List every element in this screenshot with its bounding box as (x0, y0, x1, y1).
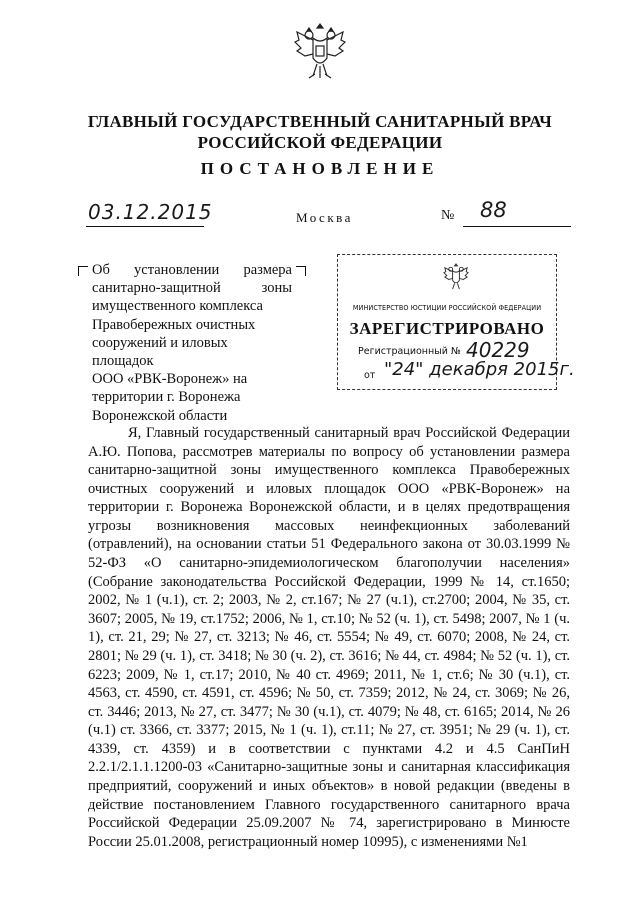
stamp-coat-of-arms-icon (441, 261, 471, 293)
subject-line: санитарно-защитной зоны (92, 280, 292, 297)
date-underline (86, 226, 204, 227)
body-paragraph: Я, Главный государственный санитарный врач Российской Федерации А.Ю. Попова, рассмотрев материалы по вопросу об установлении размера санитарно-защитной зоны имущественного комплекса Правобережных очистных сооружений и иловых площадок ООО «РВК-Воронеж» на территории г. Воронежа Воронежской области, и в целях предотвращения угрозы возникновения массовых неинфекционных заболеваний (отравлений), на основании статьи 51 Федерального закона от 30.03.1999 № 52-ФЗ «О санитарно-эпидемиологическом благополучии населения» (Собрание законодательства Российской Федерации, 1999 № 14, ст.1650; 2002, № 1 (ч.1), ст. 2; 2003, № 2, ст.167; № 27 (ч.1), ст.2700; 2004, № 35, ст. 3607; 2005, № 19, ст.1752; 2006, № 1, ст.10; № 52 (ч. 1), ст. 5498; 2007, № 1 (ч. 1), ст. 21, 29; № 27, ст. 3213; № 46, ст. 5554; № 49, ст. 6070; 2008, № 24, ст. 2801; № 29 (ч. 1), ст. 3418; № 30 (ч. 2), ст. 3616; № 44, ст. 4984; № 52 (ч. 1), ст. 6223; 2009, № 1, ст.17; 2010, № 40 ст. 4969; 2011, № 1, ст.6; № 30 (ч.1), ст. 4563, ст. 4590, ст. 4591, ст. 4596; № 50, ст. 7359; 2012, № 24, ст. 3069; № 26, ст. 3446; 2013, № 27, ст. 3477; № 30 (ч.1), ст. 4079; № 48, ст. 6165; 2014, № 26 (ч.1) ст. 3366, ст. 3377; 2015, № 1 (ч. 1), ст.11; № 27, ст. 3951; № 29 (ч. 1), ст. 4339, ст. 4359) и в соответствии с пунктами 4.2 и 4.5 СанПиН 2.2.1/2.1.1.1200-03 «Санитарно-защитные зоны и санитарная классификация предприятий, сооружений и иных объектов» в новой редакции (введены в действие постановлением Главного государственного санитарного врача Российской Федерации 25.09.2007 № 74, зарегистрировано в Минюсте России 25.01.2008, регистрационный номер 10995), с изменениями №1 (88, 425, 570, 850)
stamp-from-label: от (364, 370, 376, 381)
document-type: ПОСТАНОВЛЕНИЕ (200, 159, 440, 178)
subject-line: имущественного комплекса (92, 298, 263, 315)
stamp-reg-label: Регистрационный № (358, 346, 461, 357)
coat-of-arms-icon (291, 18, 349, 84)
subject-line: Воронежской области (92, 407, 228, 424)
stamp-ministry: МИНИСТЕРСТВО ЮСТИЦИИ РОССИЙСКОЙ ФЕДЕРАЦИИ (352, 303, 542, 312)
stamp-reg-date: "24" декабря 2015г. (384, 359, 575, 380)
subject-line: территории г. Воронежа (92, 389, 241, 406)
subject-line: сооружений и иловых площадок (92, 334, 228, 370)
subject-line: ООО «РВК-Воронеж» на (92, 371, 248, 388)
handwritten-date: 03.12.2015 (88, 200, 213, 224)
registration-stamp (337, 254, 575, 390)
subject-line: Об установлении размера (92, 262, 292, 278)
stamp-registered: ЗАРЕГИСТРИРОВАНО (349, 319, 545, 338)
subject-bracket-left (78, 266, 88, 276)
subject-block (92, 261, 292, 425)
subject-bracket-right (296, 266, 306, 276)
issuer-title-line2: РОССИЙСКОЙ ФЕДЕРАЦИИ (197, 133, 443, 152)
handwritten-number: 88 (480, 198, 507, 222)
number-label: № (441, 208, 455, 223)
number-underline (463, 226, 571, 227)
subject-line: Правобережных очистных (92, 316, 256, 333)
city: Москва (296, 210, 353, 225)
issuer-title-line1: ГЛАВНЫЙ ГОСУДАРСТВЕННЫЙ САНИТАРНЫЙ ВРАЧ (87, 112, 553, 131)
stamp-reg-number: 40229 (466, 338, 530, 362)
